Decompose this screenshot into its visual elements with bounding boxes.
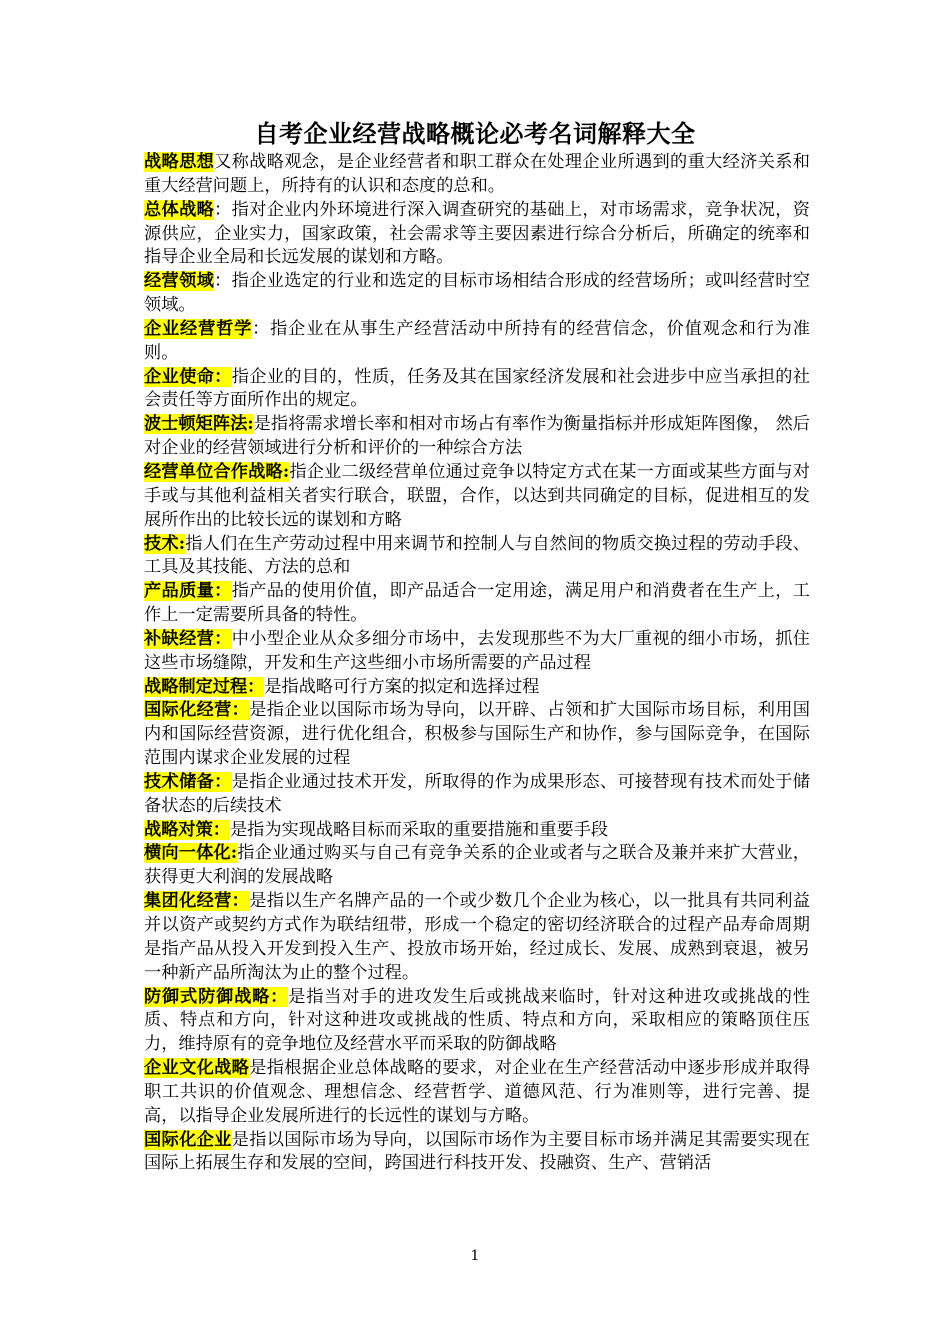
glossary-term: 补缺经营： (144, 628, 232, 649)
glossary-term: 技术储备： (144, 771, 232, 792)
glossary-body (144, 151, 810, 1176)
glossary-entry (144, 199, 810, 271)
glossary-entry (144, 890, 810, 985)
glossary-term: 企业文化战略 (144, 1058, 250, 1079)
page-number: 1 (470, 1248, 480, 1264)
glossary-entry (144, 580, 810, 628)
glossary-entry (144, 413, 810, 461)
glossary-entry (144, 842, 810, 890)
glossary-entry (144, 1057, 810, 1129)
glossary-entry (144, 151, 810, 199)
glossary-definition: 指人们在生产劳动过程中用来调节和控制人与自然间的物质交换过程的劳动手段、工具及其技能、方法的总和 (144, 533, 810, 578)
glossary-definition: 是指以生产名牌产品的一个或少数几个企业为核心，以一批具有共同利益并以资产或契约方式作为联结纽带，形成一个稳定的密切经济联合的过程产品寿命周期是指产品从投入开发到投入生产、投放市场开始，经过成长、发展、成熟到衰退，被另一种新产品所淘汰为止的整个过程。 (144, 891, 810, 983)
glossary-term: 战略对策： (144, 819, 230, 840)
glossary-entry (144, 986, 810, 1058)
glossary-term: 横向一体化: (144, 843, 238, 864)
glossary-term: 战略制定过程： (144, 676, 265, 697)
document-title: 自考企业经营战略概论必考名词解释大全 (254, 119, 696, 148)
glossary-term: 集团化经营： (144, 891, 250, 912)
glossary-entry (144, 771, 810, 819)
glossary-term: 总体战略 (144, 199, 215, 220)
glossary-term: 产品质量： (144, 581, 232, 602)
glossary-definition: 是指企业以国际市场为导向，以开辟、占领和扩大国际市场目标，利用国内和国际经营资源，进行优化组合，积极参与国际生产和协作，参与国际竞争，在国际范围内谋求企业发展的过程 (144, 700, 810, 769)
glossary-term: 波士顿矩阵法: (144, 414, 254, 435)
glossary-definition: 是指以国际市场为导向，以国际市场作为主要目标市场并满足其需要实现在国际上拓展生存和发展的空间，跨国进行科技开发、投融资、生产、营销活 (144, 1129, 810, 1174)
glossary-definition: 又称战略观念，是企业经营者和职工群众在处理企业所遇到的重大经济关系和重大经营问题上，所持有的认识和态度的总和。 (144, 152, 810, 196)
glossary-entry (144, 461, 810, 533)
glossary-definition: 是指根据企业总体战略的要求，对企业在生产经营活动中逐步形成并取得职工共识的价值观念、理想信念、经营哲学、道德风范、行为准则等，进行完善、提高，以指导企业发展所进行的长远性的谋划与方略。 (144, 1058, 810, 1126)
glossary-entry (144, 699, 810, 771)
glossary-definition: 指企业通过购买与自己有竞争关系的企业或者与之联合及兼并来扩大营业，获得更大利润的发展战略 (144, 843, 810, 888)
glossary-entry (144, 533, 810, 581)
glossary-entry (144, 628, 810, 676)
glossary-definition: ：指企业选定的行业和选定的目标市场相结合形成的经营场所；或叫经营时空领域。 (144, 271, 810, 316)
glossary-definition: ：指企业在从事生产经营活动中所持有的经营信念，价值观念和行为准则。 (144, 318, 810, 363)
glossary-entry (144, 366, 810, 414)
glossary-term: 企业经营哲学 (144, 318, 253, 339)
glossary-definition: 指企业的目的，性质，任务及其在国家经济发展和社会进步中应当承担的社会责任等方面所作出的规定。 (144, 366, 810, 411)
glossary-definition: 指企业二级经营单位通过竞争以特定方式在某一方面或某些方面与对手或与其他利益相关者实行联合，联盟，合作，以达到共同确定的目标，促进相互的发展所作出的比较长远的谋划和方略 (144, 461, 810, 530)
glossary-definition: 是指为实现战略目标而采取的重要措施和重要手段 (229, 819, 609, 840)
glossary-definition: 是指当对手的进攻发生后或挑战来临时，针对这种进攻或挑战的性质、特点和方向，针对这种进攻或挑战的性质、特点和方向，采取相应的策略顶住压力，维持原有的竞争地位及经营水平而采取的防御战略 (144, 986, 810, 1055)
glossary-term: 技术: (144, 533, 186, 554)
glossary-term: 国际化经营： (144, 700, 250, 721)
glossary-term: 防御式防御战略： (144, 986, 289, 1007)
glossary-entry (144, 1129, 810, 1177)
glossary-entry (144, 270, 810, 318)
glossary-term: 国际化企业 (144, 1129, 232, 1150)
glossary-definition: 中小型企业从众多细分市场中，去发现那些不为大厂重视的细小市场，抓住这些市场缝隙，开发和生产这些细小市场所需要的产品过程 (144, 628, 810, 673)
glossary-definition: 是指企业通过技术开发，所取得的作为成果形态、可接替现有技术而处于储备状态的后续技术 (144, 771, 810, 816)
glossary-definition: 是指将需求增长率和相对市场占有率作为衡量指标并形成矩阵图像， 然后对企业的经营领域进行分析和评价的一种综合方法 (144, 414, 810, 459)
glossary-entry (144, 676, 810, 700)
glossary-definition: ：指对企业内外环境进行深入调查研究的基础上，对市场需求，竞争状况，资源供应，企业实力，国家政策，社会需求等主要因素进行综合分析后，所确定的统率和指导企业全局和长远发展的谋划和方略。 (144, 199, 810, 268)
glossary-entry (144, 819, 810, 843)
glossary-entry (144, 318, 810, 366)
glossary-term: 经营单位合作战略: (144, 461, 290, 482)
glossary-term: 企业使命： (144, 366, 232, 387)
glossary-term: 战略思想 (144, 152, 215, 172)
glossary-definition: 是指战略可行方案的拟定和选择过程 (264, 676, 540, 697)
glossary-definition: 指产品的使用价值，即产品适合一定用途，满足用户和消费者在生产上，工作上一定需要所具备的特性。 (144, 581, 810, 626)
glossary-term: 经营领域 (144, 271, 215, 292)
